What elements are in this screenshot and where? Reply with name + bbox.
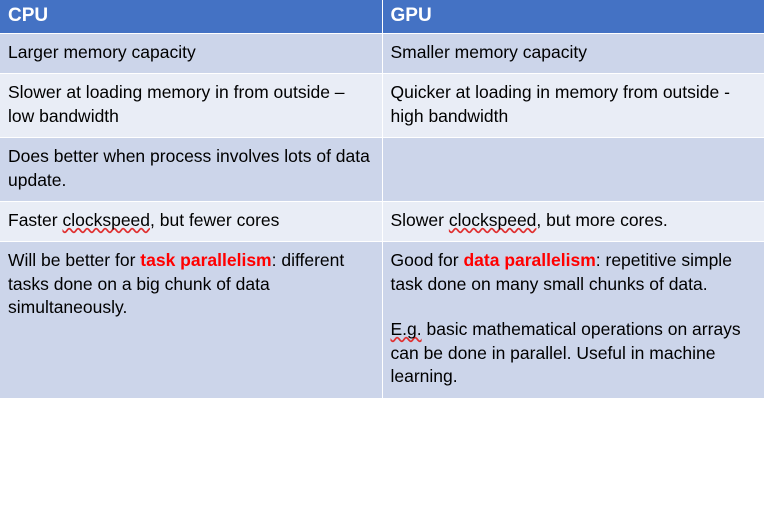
- cell-cpu-bandwidth: Slower at loading memory in from outside – low bandwidth: [0, 74, 382, 138]
- table-header-row: [0, 0, 764, 33]
- gpu-clockspeed-text-post: , but more cores.: [536, 210, 668, 231]
- gpu-parallelism-text-post: : repetitive simple task done on many small chunks of data.: [390, 250, 732, 294]
- cell-cpu-clockspeed: [0, 202, 382, 242]
- spellcheck-underline-clockspeed: clockspeed: [62, 210, 151, 231]
- gpu-example-paragraph: [391, 318, 757, 388]
- column-header-gpu: GPU: [382, 0, 764, 33]
- spellcheck-underline-eg: E.g.: [390, 319, 422, 340]
- cell-gpu-memory-capacity: Smaller memory capacity: [382, 33, 764, 73]
- cell-cpu-memory-capacity: Larger memory capacity: [0, 33, 382, 73]
- gpu-example-text: basic mathematical operations on arrays can be done in parallel. Useful in machine learning.: [390, 319, 741, 387]
- column-header-cpu: CPU: [0, 0, 382, 33]
- cell-gpu-empty: [382, 138, 764, 202]
- gpu-clockspeed-text-pre: Slower: [390, 210, 449, 231]
- cell-gpu-data-parallelism: [382, 242, 764, 398]
- cell-cpu-data-update: Does better when process involves lots of data update.: [0, 138, 382, 202]
- table-row: [0, 138, 764, 202]
- cpu-parallelism-highlight: task parallelism: [140, 250, 272, 271]
- table-row: [0, 33, 764, 73]
- table-row: [0, 242, 764, 398]
- cpu-clockspeed-text-post: , but fewer cores: [150, 210, 280, 231]
- cpu-parallelism-text-pre: Will be better for: [8, 250, 141, 271]
- cell-gpu-clockspeed: [382, 202, 764, 242]
- spellcheck-underline-clockspeed: clockspeed: [448, 210, 537, 231]
- cell-cpu-task-parallelism: [0, 242, 382, 398]
- gpu-parallelism-text-pre: Good for: [390, 250, 464, 271]
- cpu-parallelism-text-post: : different tasks done on a big chunk of data simultaneously.: [8, 250, 345, 318]
- cpu-clockspeed-text-pre: Faster: [8, 210, 63, 231]
- cell-gpu-bandwidth: Quicker at loading in memory from outside - high bandwidth: [382, 74, 764, 138]
- gpu-parallelism-paragraph: [391, 249, 757, 296]
- gpu-parallelism-highlight: data parallelism: [463, 250, 596, 271]
- table-row: [0, 74, 764, 138]
- table-row: [0, 202, 764, 242]
